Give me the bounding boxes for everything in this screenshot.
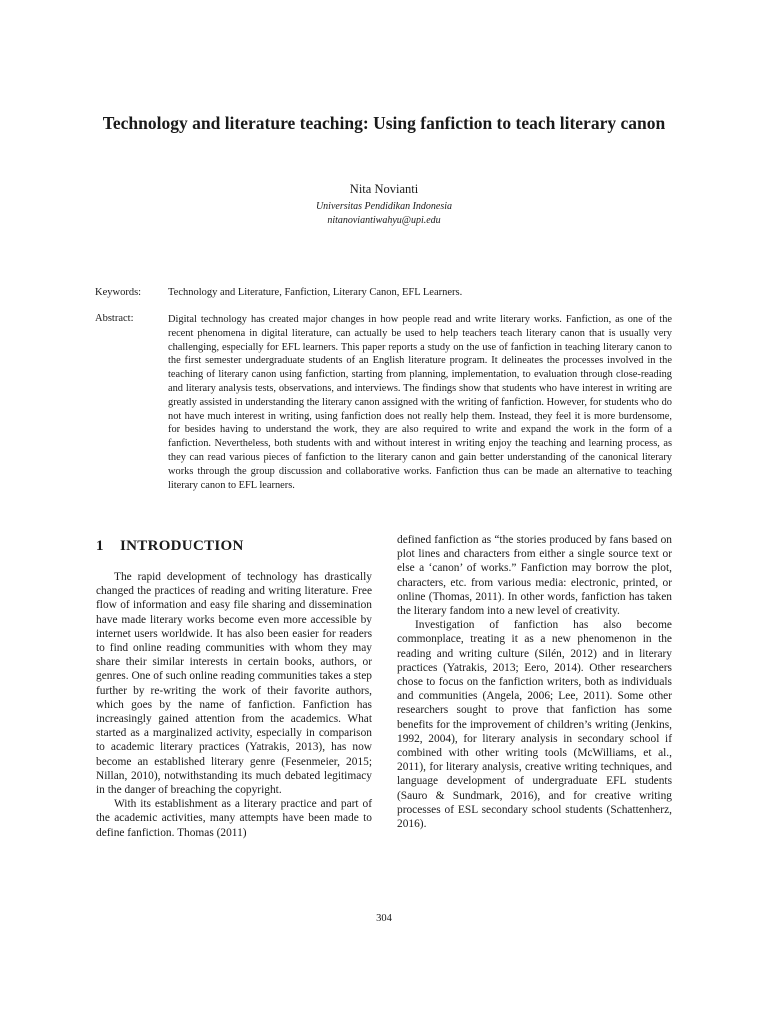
section-number: 1 — [96, 538, 104, 554]
author-affiliation: Universitas Pendidikan Indonesia — [315, 201, 453, 212]
section-heading — [96, 538, 372, 555]
author-email: nitanoviantiwahyu@upi.edu — [327, 215, 441, 226]
author-name: Nita Novianti — [349, 182, 419, 196]
body-paragraph: defined fanfiction as “the stories produced by fans based on plot lines and characters from either a single source text or else a ‘canon’ of works.” Fanfiction may borrow the plot, characters, etc. from various media: electronic, printed, or online (Thomas, 2011). In other words, fanfiction has taken the literary fandom into a new level of creativity. — [397, 534, 672, 618]
body-paragraph: With its establishment as a literary practice and part of the academic activities, many attempts have been made to define fanfiction. Thomas (2011) — [96, 798, 372, 839]
paper-title: Technology and literature teaching: Using fanfiction to teach literary canon — [102, 113, 666, 133]
right-column — [397, 533, 672, 831]
body-paragraph: Investigation of fanfiction has also become commonplace, treating it as a new phenomenon in the reading and writing culture (Silén, 2012) and in literary practices (Yatrakis, 2013; Eero, 2014). Other researchers chose to focus on the fanfiction writers, both as individuals and communities (Angela, 2006; Lee, 2011). Some other researchers sought to prove that fanfiction has some benefits for the improvement of children’s writing (Jenkins, 1992, 2004), for literary analysis in secondary school if combined with other writing tools (McWilliams, et al., 2011), for literary analysis, creative writing techniques, and language development of undergraduate EFL students (Sauro & Sundmark, 2016), and for creative writing processes of ESL secondary school students (Schattenherz, 2016). — [397, 619, 672, 831]
page-number: 304 — [376, 913, 392, 924]
section-title: INTRODUCTION — [120, 538, 244, 554]
body-paragraph: The rapid development of technology has drastically changed the practices of reading and writing literature. Free flow of information and easy file sharing and dissemination have made literary works become even more accessible by internet users worldwide. It has also been easier for readers to find online reading communities with whom they may share their similar interests in certain books, authors, or genres. One of such online reading communities takes a step further by re-writing the work of their favorite authors, which goes by the name of fanfiction. Fanfiction has increasingly gained attention from the academics. What started as a marginalized activity, especially in comparison to academic literary practices (Yatrakis, 2013), has now become an established literary genre (Fesenmeier, 2015; Nillan, 2010), notwithstanding its much debated legitimacy in the danger of breaching the copyright. — [96, 571, 372, 797]
keywords-text: Technology and Literature, Fanfiction, Literary Canon, EFL Learners. — [168, 287, 463, 298]
abstract-text: Digital technology has created major changes in how people read and write literary works. Fanfiction, as one of the recent phenomena in digital literature, can actually be used to help teachers teach literary canon that is usually very challenging, especially for EFL learners. This paper reports a study on the use of fanfiction in teaching literary canon to the first semester undergraduate students of an English literature program. It delineates the processes involved in the teaching of literary canon using fanfiction, starting from planning, implementation, to evaluation through close-reading and literary analysis tests, observations, and interviews. The findings show that students who have interest in writing are greatly assisted in understanding the literary canon assigned with the writing of fanfiction. However, for students who do not have much interest in writing, using fanfiction does not really help them. Instead, they feel it is more burdensome, for besides having to understand the work, they are also required to write and expand the work in the form of a fanfiction. Nevertheless, both students with and without interest in writing enjoy the teaching and learning process, as they can read various pieces of fanfiction to the literary canon and gain better understanding of the canonical literary works through the group discussion and collaborative works. Fanfiction thus can be made an alternative to teaching literary canon to EFL learners. — [168, 314, 672, 491]
left-column — [96, 538, 372, 840]
abstract-label: Abstract: — [95, 313, 134, 324]
keywords-label: Keywords: — [95, 287, 142, 298]
